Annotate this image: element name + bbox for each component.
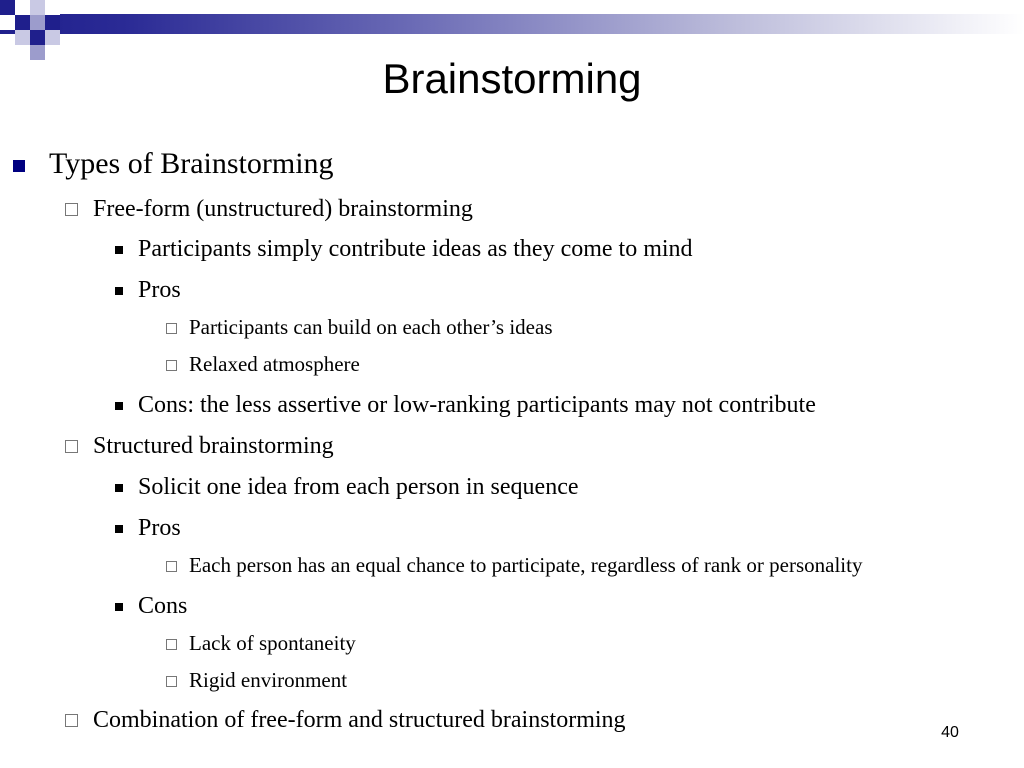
bullet-level-4: Lack of spontaneity — [189, 631, 356, 655]
bullet-level-4: Each person has an equal chance to participate, regardless of rank or personality — [189, 553, 863, 577]
filled-square-bullet-icon — [115, 287, 123, 295]
filled-square-bullet-icon — [13, 160, 25, 172]
bullet-level-1: Types of Brainstorming — [49, 147, 334, 180]
filled-square-bullet-icon — [115, 525, 123, 533]
bullet-level-4: Rigid environment — [189, 668, 348, 692]
hollow-square-bullet-icon — [166, 639, 177, 650]
bullet-level-2: Structured brainstorming — [93, 433, 334, 459]
filled-square-bullet-icon — [115, 246, 123, 254]
bullet-level-3: Cons: the less assertive or low-ranking participants may not contribute — [138, 392, 816, 418]
hollow-square-bullet-icon — [65, 203, 78, 216]
bullet-level-3: Participants simply contribute ideas as they come to mind — [138, 236, 693, 262]
filled-square-bullet-icon — [115, 402, 123, 410]
bullet-level-3: Pros — [138, 515, 181, 541]
bullet-level-2: Combination of free-form and structured brainstorming — [93, 707, 626, 733]
hollow-square-bullet-icon — [166, 561, 177, 572]
bullet-level-3: Cons — [138, 593, 188, 619]
hollow-square-bullet-icon — [166, 360, 177, 371]
filled-square-bullet-icon — [115, 603, 123, 611]
hollow-square-bullet-icon — [65, 440, 78, 453]
header-banner — [0, 14, 1024, 34]
page-number: 40 — [941, 724, 959, 741]
hollow-square-bullet-icon — [65, 714, 78, 727]
bullet-level-3: Pros — [138, 277, 181, 303]
bullet-level-3: Solicit one idea from each person in sequence — [138, 474, 579, 500]
hollow-square-bullet-icon — [166, 676, 177, 687]
bullet-level-4: Participants can build on each other’s ideas — [189, 315, 553, 339]
filled-square-bullet-icon — [115, 484, 123, 492]
hollow-square-bullet-icon — [166, 323, 177, 334]
bullet-level-4: Relaxed atmosphere — [189, 352, 360, 376]
bullet-level-2: Free-form (unstructured) brainstorming — [93, 196, 473, 222]
slide-title: Brainstorming — [382, 55, 642, 102]
